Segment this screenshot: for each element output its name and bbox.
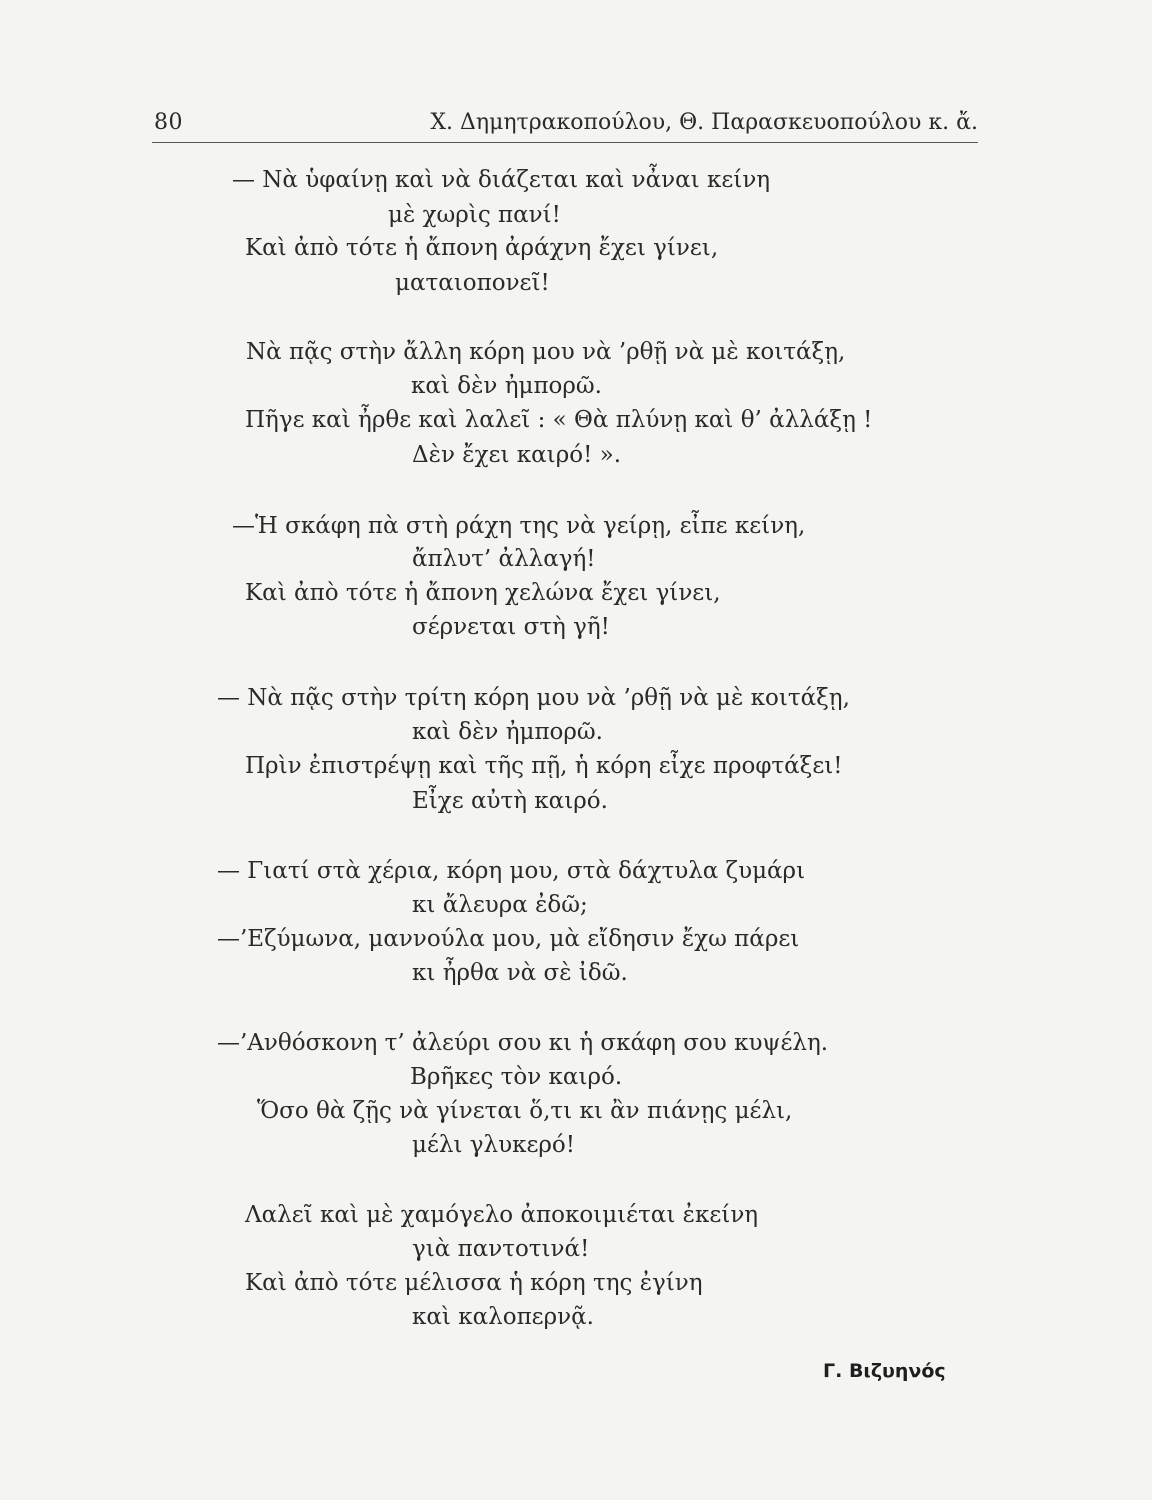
poem-line: καὶ δὲν ἠμπορῶ. [412,719,603,745]
poem-line: — Νὰ ὑφαίνῃ καὶ νὰ διάζεται καὶ νἆναι κείνη [232,167,771,193]
poem-line: ἄπλυτ’ ἀλλαγή! [412,546,596,572]
poem-line: Πῆγε καὶ ἦρθε καὶ λαλεῖ : « Θὰ πλύνῃ καὶ θ’ ἀλλάξῃ ! [245,407,873,433]
poem-line: Καὶ ἀπὸ τότε ἡ ἄπονη χελώνα ἔχει γίνει, [245,580,721,606]
poem-line: κι ἄλευρα ἐδῶ; [412,892,588,918]
author-signature: Γ. Βιζυηνός [823,1360,946,1382]
poem-line: —Ἡ σκάφη πὰ στὴ ράχη της νὰ γείρῃ, εἶπε κείνη, [232,513,806,539]
page-number: 80 [154,110,183,135]
poem-line: μὲ χωρὶς πανί! [388,202,561,228]
poem-line: Νὰ πᾷς στὴν ἄλλη κόρη μου νὰ ’ρθῇ νὰ μὲ κοιτάξῃ, [246,339,846,365]
poem-line: γιὰ παντοτινά! [412,1236,590,1262]
poem-line: —’Ανθόσκονη τ’ ἀλεύρι σου κι ἡ σκάφη σου κυψέλη. [217,1030,829,1056]
running-head: Χ. Δημητρακοπούλου, Θ. Παρασκευοπούλου κ. ἄ. [430,110,978,135]
poem-line: καὶ καλοπερνᾷ. [412,1304,594,1330]
poem-line: καὶ δὲν ἠμπορῶ. [411,373,602,399]
poem-line: Λαλεῖ καὶ μὲ χαμόγελο ἀποκοιμιέται ἐκείνη [245,1202,759,1228]
poem-line: κι ἦρθα νὰ σὲ ἰδῶ. [412,960,628,986]
poem-line: — Νὰ πᾷς στὴν τρίτη κόρη μου νὰ ’ρθῇ νὰ μὲ κοιτάξῃ, [217,685,850,711]
poem-line: ματαιοπονεῖ! [395,270,550,296]
poem-line: Πρὶν ἐπιστρέψῃ καὶ τῆς πῇ, ἡ κόρη εἶχε προφτάξει! [245,753,843,779]
poem-line: Καὶ ἀπὸ τότε μέλισσα ἡ κόρη της ἐγίνη [245,1270,703,1296]
poem-line: —’Εζύμωνα, μαννούλα μου, μὰ εἴδησιν ἔχω πάρει [217,926,800,952]
poem-line: Δὲν ἔχει καιρό! ». [412,442,621,468]
poem-line: Ὅσο θὰ ζῇς νὰ γίνεται ὅ,τι κι ἂν πιάνῃς μέλι, [257,1098,793,1124]
poem-line: σέρνεται στὴ γῆ! [412,614,610,640]
poem-line: Βρῆκες τὸν καιρό. [410,1064,623,1090]
poem-line: Καὶ ἀπὸ τότε ἡ ἄπονη ἀράχνη ἔχει γίνει, [245,235,719,261]
poem-line: Εἶχε αὐτὴ καιρό. [412,788,608,814]
poem-line: — Γιατί στὰ χέρια, κόρη μου, στὰ δάχτυλα ζυμάρι [217,858,806,884]
poem-line: μέλι γλυκερό! [412,1132,575,1158]
